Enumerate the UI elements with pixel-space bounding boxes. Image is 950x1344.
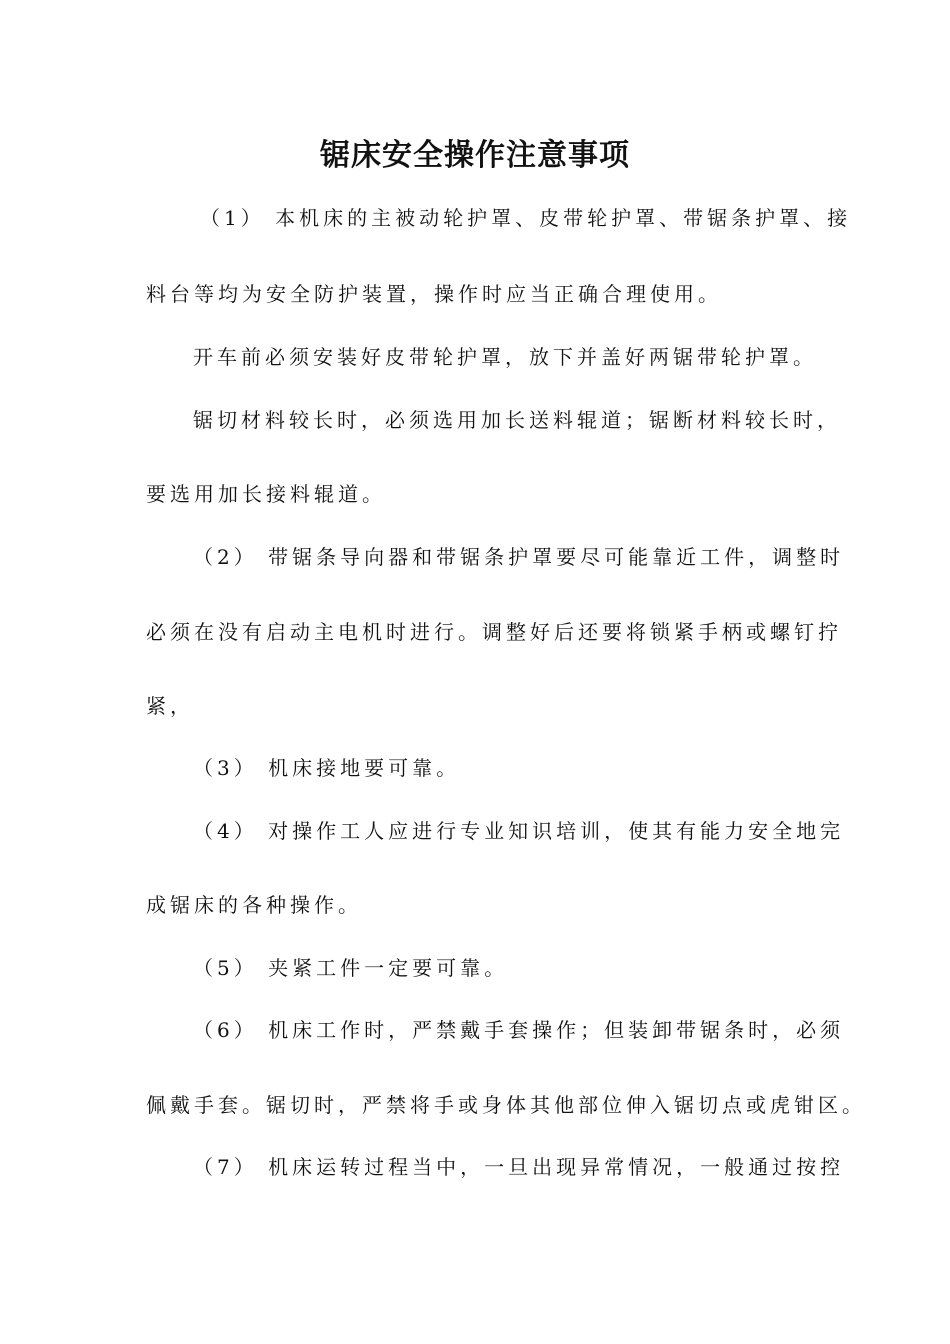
paragraph-line: （2） 带锯条导向器和带锯条护罩要尽可能靠近工件，调整时 — [193, 545, 845, 569]
paragraph-line: （3） 机床接地要可靠。 — [193, 756, 461, 780]
document-title: 锯床安全操作注意事项 — [320, 138, 630, 173]
paragraph-line: （4） 对操作工人应进行专业知识培训，使其有能力安全地完 — [193, 819, 845, 843]
paragraph-line: 锯切材料较长时，必须选用加长送料辊道；锯断材料较长时， — [193, 408, 841, 432]
paragraph-line: 开车前必须安装好皮带轮护罩，放下并盖好两锯带轮护罩。 — [193, 345, 817, 369]
paragraph-line: 要选用加长接料辊道。 — [146, 482, 386, 506]
paragraph-line: （7） 机床运转过程当中，一旦出现异常情况，一般通过按控 — [193, 1155, 845, 1179]
paragraph-line: （5） 夹紧工件一定要可靠。 — [193, 956, 509, 980]
paragraph-line: 佩戴手套。锯切时，严禁将手或身体其他部位伸入锯切点或虎钳区。 — [146, 1093, 866, 1117]
paragraph-line: （1） 本机床的主被动轮护罩、皮带轮护罩、带锯条护罩、接 — [200, 206, 852, 230]
paragraph-line: 必须在没有启动主电机时进行。调整好后还要将锁紧手柄或螺钉拧 — [146, 620, 842, 644]
paragraph-line: 成锯床的各种操作。 — [146, 893, 362, 917]
paragraph-line: 紧， — [146, 694, 194, 718]
paragraph-line: 料台等均为安全防护装置，操作时应当正确合理使用。 — [146, 282, 722, 306]
paragraph-line: （6） 机床工作时，严禁戴手套操作；但装卸带锯条时，必须 — [193, 1018, 845, 1042]
